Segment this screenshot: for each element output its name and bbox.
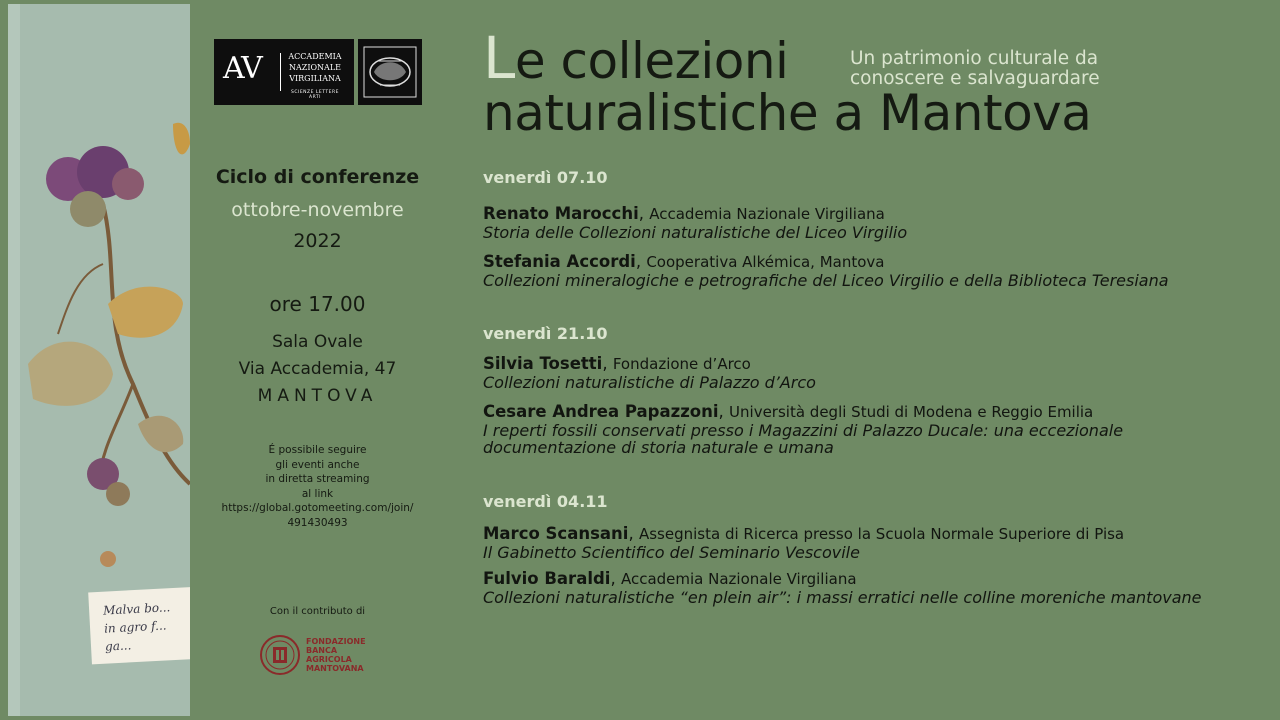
accademia-virgiliana-logo xyxy=(214,39,354,105)
speaker-affiliation: Cooperativa Alkémica, Mantova xyxy=(646,253,885,271)
talk-topic: Il Gabinetto Scientifico del Seminario Vescovile xyxy=(483,543,860,562)
speaker-name: Renato Marocchi xyxy=(483,204,639,223)
talk-item xyxy=(483,524,1273,561)
note-line: ga... xyxy=(104,638,132,654)
talk-topic: Collezioni naturalistiche “en plein air”: i massi erratici nelle colline moreniche mantovane xyxy=(483,588,1202,607)
streaming-info xyxy=(210,443,425,530)
speaker-affiliation: Fondazione d’Arco xyxy=(612,355,751,373)
subtitle xyxy=(850,49,1180,89)
program-day xyxy=(483,168,1273,289)
academy-motto: SCIENZE LETTERE ARTI xyxy=(291,90,339,100)
talk-item xyxy=(483,252,1273,289)
talk-item xyxy=(483,354,1273,391)
herbarium-image xyxy=(8,4,190,716)
speaker-affiliation: Accademia Nazionale Virgiliana xyxy=(649,205,885,223)
streaming-line: in diretta streaming xyxy=(265,473,370,485)
talk-topic-continued: documentazione di storia naturale e umana xyxy=(483,438,834,457)
streaming-link-id[interactable]: 491430493 xyxy=(287,516,348,529)
speaker-name: Marco Scansani xyxy=(483,524,629,543)
speaker-affiliation: Università degli Studi di Modena e Reggio Emilia xyxy=(729,403,1094,421)
talk-topic: Collezioni naturalistiche di Palazzo d’Arco xyxy=(483,373,816,392)
herbarium-label xyxy=(88,586,190,665)
sponsor-name-line: MANTOVANA xyxy=(306,664,364,673)
sponsor-name-line: BANCA xyxy=(306,646,338,655)
venue-address: Via Accademia, 47 xyxy=(238,359,397,379)
talk-topic: Storia delle Collezioni naturalistiche del Liceo Virgilio xyxy=(483,223,908,242)
streaming-link[interactable]: https://global.gotomeeting.com/join/ xyxy=(221,502,414,514)
sponsor-emblem-icon xyxy=(259,634,303,676)
streaming-line: gli eventi anche xyxy=(275,458,360,471)
speaker-affiliation: Assegnista di Ricerca presso la Scuola Normale Superiore di Pisa xyxy=(638,525,1125,543)
day-date: venerdì 21.10 xyxy=(483,324,608,343)
subtitle-line: conoscere e salvaguardare xyxy=(850,68,1100,89)
talk-speaker-line: Stefania Accordi, Cooperativa Alkémica, Mantova xyxy=(483,252,885,271)
streaming-line: al link xyxy=(301,487,334,500)
venue-hall: Sala Ovale xyxy=(272,332,363,352)
title-initial: L xyxy=(483,24,515,92)
academy-name-line: ACCADEMIA xyxy=(288,52,342,61)
speaker-name: Cesare Andrea Papazzoni xyxy=(483,402,719,421)
av-monogram: AV xyxy=(223,51,261,86)
speaker-name: Stefania Accordi xyxy=(483,252,636,271)
seal-emblem-icon xyxy=(358,39,422,105)
speaker-name: Silvia Tosetti xyxy=(483,354,603,373)
venue-city: MANTOVA xyxy=(257,386,378,406)
streaming-line: É possibile seguire xyxy=(268,444,367,456)
talk-item xyxy=(483,204,1273,241)
subtitle-line: Un patrimonio culturale da xyxy=(850,48,1099,69)
talk-item xyxy=(483,402,1273,456)
talk-speaker-line: Silvia Tosetti, Fondazione d’Arco xyxy=(483,354,751,373)
series-months: ottobre-novembre xyxy=(231,199,404,221)
speaker-name: Fulvio Baraldi xyxy=(483,569,611,588)
conference-program xyxy=(483,168,1273,606)
academy-name xyxy=(285,51,345,84)
academy-name-line: NAZIONALE xyxy=(289,63,341,72)
day-date: venerdì 07.10 xyxy=(483,168,608,187)
series-year: 2022 xyxy=(293,230,342,252)
day-date: venerdì 04.11 xyxy=(483,492,608,511)
program-day xyxy=(483,492,1273,606)
talk-topic: Collezioni mineralogiche e petrografiche del Liceo Virgilio e della Biblioteca Teresiana xyxy=(483,271,1169,290)
speaker-affiliation: Accademia Nazionale Virgiliana xyxy=(620,570,857,588)
academy-seal-logo xyxy=(358,39,422,105)
talk-topic: I reperti fossili conservati presso i Magazzini di Palazzo Ducale: una eccezionale xyxy=(483,421,1124,440)
logo-divider xyxy=(280,53,281,91)
sponsor-label: Con il contributo di xyxy=(269,606,366,617)
note-line: in agro f... xyxy=(103,618,167,636)
sponsor-name-line: FONDAZIONE xyxy=(306,637,366,646)
talk-speaker-line: Renato Marocchi, Accademia Nazionale Virgiliana xyxy=(483,204,885,223)
talk-speaker-line: Fulvio Baraldi, Accademia Nazionale Virgiliana xyxy=(483,569,857,588)
academy-name-line: VIRGILIANA xyxy=(289,74,341,83)
series-label: Ciclo di conferenze xyxy=(215,166,420,188)
sponsor-name-line: AGRICOLA xyxy=(306,655,352,664)
note-line: Malva bo... xyxy=(102,600,171,618)
talk-speaker-line: Cesare Andrea Papazzoni, Università degli Studi di Modena e Reggio Emilia xyxy=(483,402,1094,421)
talk-speaker-line: Marco Scansani, Assegnista di Ricerca presso la Scuola Normale Superiore di Pisa xyxy=(483,524,1125,543)
talk-item xyxy=(483,569,1273,606)
event-time: ore 17.00 xyxy=(269,292,366,316)
title-line-1-text: e collezioni xyxy=(514,32,789,90)
title-line-2: naturalistiche a Mantova xyxy=(483,84,1092,142)
program-day xyxy=(483,324,1273,456)
sponsor-name xyxy=(306,637,366,673)
